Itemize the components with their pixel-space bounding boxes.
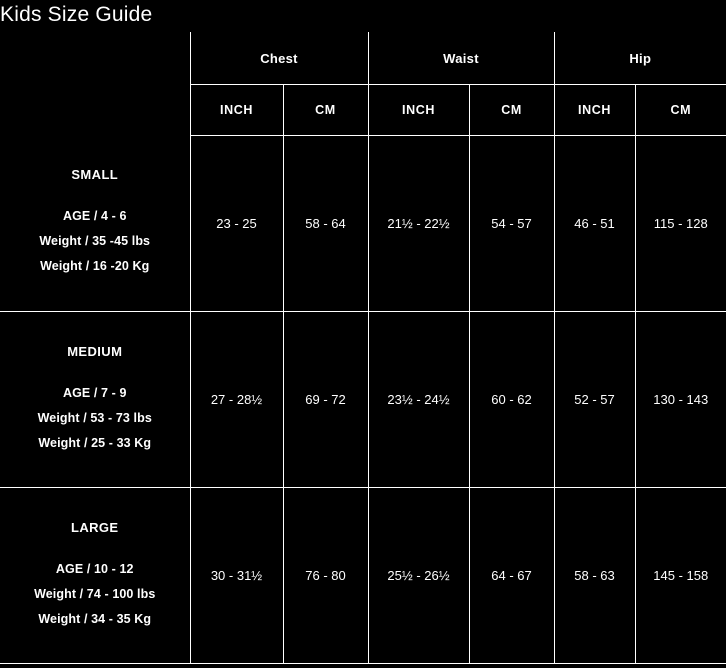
unit-hip-inch: INCH [554, 85, 635, 136]
cell-hip-inch: 52 - 57 [554, 312, 635, 488]
unit-chest-cm: CM [283, 85, 368, 136]
unit-chest-inch: INCH [190, 85, 283, 136]
cell-chest-cm: 58 - 64 [283, 136, 368, 312]
cell-hip-inch: 46 - 51 [554, 136, 635, 312]
table-group-header-row [0, 32, 726, 85]
header-group-waist: Waist [368, 32, 554, 85]
size-age: AGE / 7 - 9 [62, 385, 127, 400]
header-blank-corner [0, 32, 190, 85]
size-name: MEDIUM [67, 343, 123, 359]
size-weight-lbs: Weight / 35 -45 lbs [39, 234, 151, 249]
size-weight-lbs: Weight / 53 - 73 lbs [37, 410, 152, 425]
cell-waist-inch: 21½ - 22½ [368, 136, 469, 312]
unit-waist-inch: INCH [368, 85, 469, 136]
cell-waist-inch: 23½ - 24½ [368, 312, 469, 488]
cell-hip-inch: 58 - 63 [554, 488, 635, 664]
header-group-chest: Chest [190, 32, 368, 85]
table-row [0, 488, 726, 664]
cell-chest-cm: 69 - 72 [283, 312, 368, 488]
unit-waist-cm: CM [469, 85, 554, 136]
cell-hip-cm: 130 - 143 [635, 312, 726, 488]
size-age: AGE / 4 - 6 [62, 209, 127, 224]
size-name: SMALL [71, 167, 119, 183]
cell-hip-cm: 145 - 158 [635, 488, 726, 664]
cell-chest-cm: 76 - 80 [283, 488, 368, 664]
page-title: Kids Size Guide [0, 3, 153, 26]
size-weight-lbs: Weight / 74 - 100 lbs [34, 586, 156, 601]
cell-waist-cm: 64 - 67 [469, 488, 554, 664]
cell-waist-cm: 60 - 62 [469, 312, 554, 488]
cell-waist-inch: 25½ - 26½ [368, 488, 469, 664]
size-label-cell [0, 136, 190, 312]
size-name: LARGE [71, 519, 119, 535]
table-unit-header-row [0, 85, 726, 136]
table-row [0, 312, 726, 488]
table-row [0, 136, 726, 312]
size-label-cell [0, 312, 190, 488]
header-group-hip: Hip [554, 32, 726, 85]
cell-chest-inch: 23 - 25 [190, 136, 283, 312]
cell-waist-cm: 54 - 57 [469, 136, 554, 312]
unit-hip-cm: CM [635, 85, 726, 136]
unit-blank-corner [0, 85, 190, 136]
cell-chest-inch: 30 - 31½ [190, 488, 283, 664]
cell-hip-cm: 115 - 128 [635, 136, 726, 312]
kids-size-table [0, 32, 726, 664]
size-age: AGE / 10 - 12 [55, 561, 134, 576]
size-label-cell [0, 488, 190, 664]
cell-chest-inch: 27 - 28½ [190, 312, 283, 488]
size-weight-kg: Weight / 34 - 35 Kg [38, 611, 152, 626]
size-weight-kg: Weight / 16 -20 Kg [40, 259, 150, 274]
size-weight-kg: Weight / 25 - 33 Kg [38, 435, 152, 450]
